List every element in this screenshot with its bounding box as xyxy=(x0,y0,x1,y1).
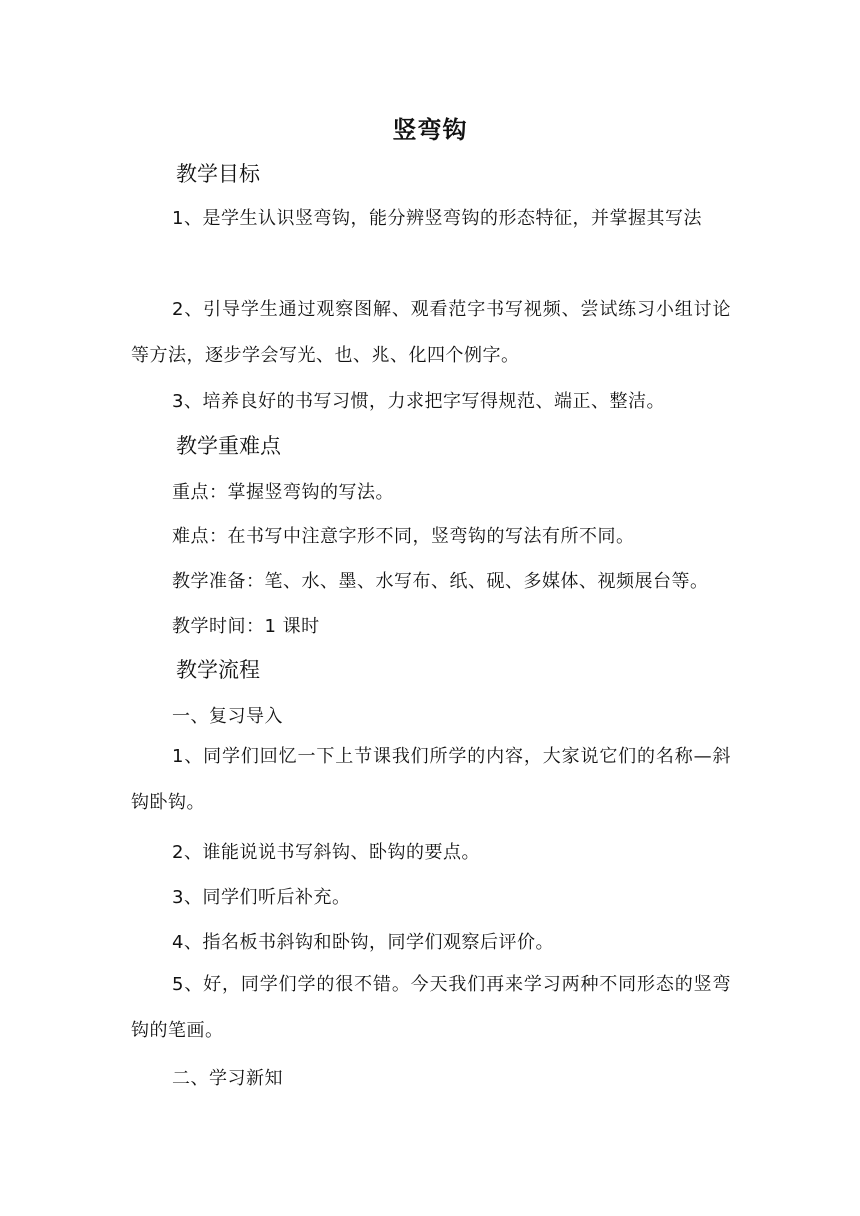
process-step-2: 2、谁能说说书写斜钩、卧钩的要点。 xyxy=(172,842,480,863)
heading-teaching-goals: 教学目标 xyxy=(176,162,260,186)
key-point-focus: 重点：掌握竖弯钩的写法。 xyxy=(172,482,394,503)
process-part-2-heading: 二、学习新知 xyxy=(172,1068,283,1089)
teaching-time: 教学时间：1 课时 xyxy=(172,616,320,637)
key-point-difficulty: 难点：在书写中注意字形不同，竖弯钩的写法有所不同。 xyxy=(172,526,635,547)
page-title: 竖弯钩 xyxy=(392,116,468,144)
goal-item-3: 3、培养良好的书写习惯，力求把字写得规范、端正、整洁。 xyxy=(172,391,665,412)
goal-item-2: 2、引导学生通过观察图解、观看范字书写视频、尝试练习小组讨论等方法，逐步学会写光、也、兆、化四个例字。 xyxy=(131,299,731,366)
goal-item-1: 1、是学生认识竖弯钩，能分辨竖弯钩的形态特征，并掌握其写法 xyxy=(172,208,702,229)
heading-teaching-process: 教学流程 xyxy=(176,658,260,682)
process-step-1: 1、同学们回忆一下上节课我们所学的内容，大家说它们的名称—斜钩卧钩。 xyxy=(131,746,731,813)
teaching-preparation: 教学准备：笔、水、墨、水写布、纸、砚、多媒体、视频展台等。 xyxy=(172,571,709,592)
process-step-5: 5、好，同学们学的很不错。今天我们再来学习两种不同形态的竖弯钩的笔画。 xyxy=(131,974,731,1041)
process-step-4: 4、指名板书斜钩和卧钩，同学们观察后评价。 xyxy=(172,932,554,953)
process-step-3: 3、同学们听后补充。 xyxy=(172,887,351,908)
process-part-1-heading: 一、复习导入 xyxy=(172,706,283,727)
heading-key-difficult-points: 教学重难点 xyxy=(176,434,281,458)
